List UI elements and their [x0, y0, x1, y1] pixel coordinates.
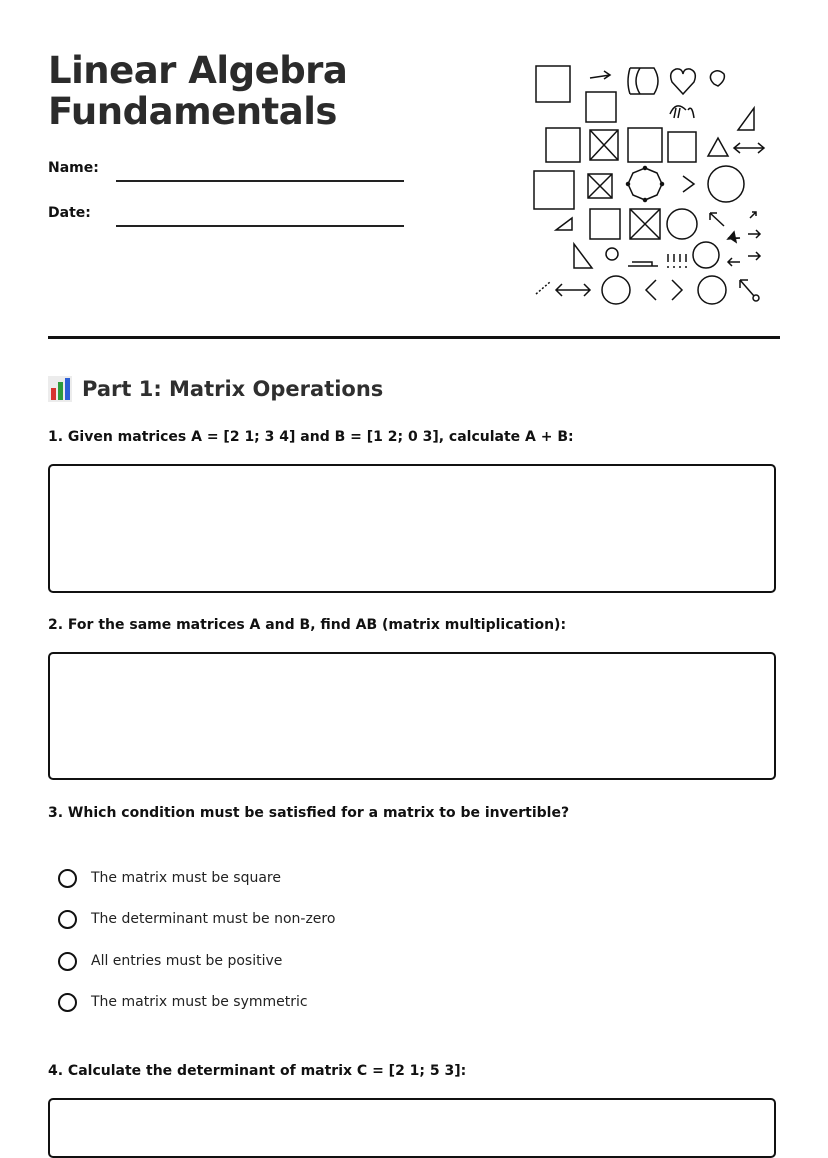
header-divider: [48, 336, 780, 339]
question-3-option-3[interactable]: [58, 949, 282, 973]
question-3-text: 3. Which condition must be satisfied for a matrix to be invertible?: [48, 805, 570, 821]
option-label: The matrix must be symmetric: [91, 994, 308, 1010]
question-1-text: 1. Given matrices A = [2 1; 3 4] and B = [1 2; 0 3], calculate A + B:: [48, 429, 574, 445]
option-label: The matrix must be square: [91, 870, 281, 886]
name-label: Name:: [48, 160, 99, 176]
radio-button[interactable]: [58, 869, 77, 888]
question-3-option-4[interactable]: [58, 990, 308, 1014]
question-4-answer-box[interactable]: [48, 1098, 776, 1158]
name-input-line[interactable]: [116, 180, 404, 182]
section-header-part-1: [48, 374, 383, 404]
name-field[interactable]: [48, 160, 408, 184]
date-field[interactable]: [48, 205, 408, 229]
question-3-option-1[interactable]: [58, 866, 281, 890]
radio-button[interactable]: [58, 910, 77, 929]
question-1-answer-box[interactable]: [48, 464, 776, 593]
option-label: The determinant must be non-zero: [91, 911, 336, 927]
date-label: Date:: [48, 205, 91, 221]
question-3-option-2[interactable]: [58, 907, 335, 931]
title-line-1: Linear Algebra: [48, 49, 348, 92]
option-label: All entries must be positive: [91, 953, 283, 969]
radio-button[interactable]: [58, 993, 77, 1012]
question-2-answer-box[interactable]: [48, 652, 776, 780]
date-input-line[interactable]: [116, 225, 404, 227]
title-line-2: Fundamentals: [48, 90, 337, 133]
question-2-text: 2. For the same matrices A and B, find AB (matrix multiplication):: [48, 617, 567, 633]
bar-chart-icon: [48, 376, 72, 402]
geometric-shapes-illustration: [528, 58, 778, 308]
page-title: [48, 50, 468, 132]
section-title: Part 1: Matrix Operations: [82, 377, 384, 401]
radio-button[interactable]: [58, 952, 77, 971]
question-4-text: 4. Calculate the determinant of matrix C = [2 1; 5 3]:: [48, 1063, 467, 1079]
